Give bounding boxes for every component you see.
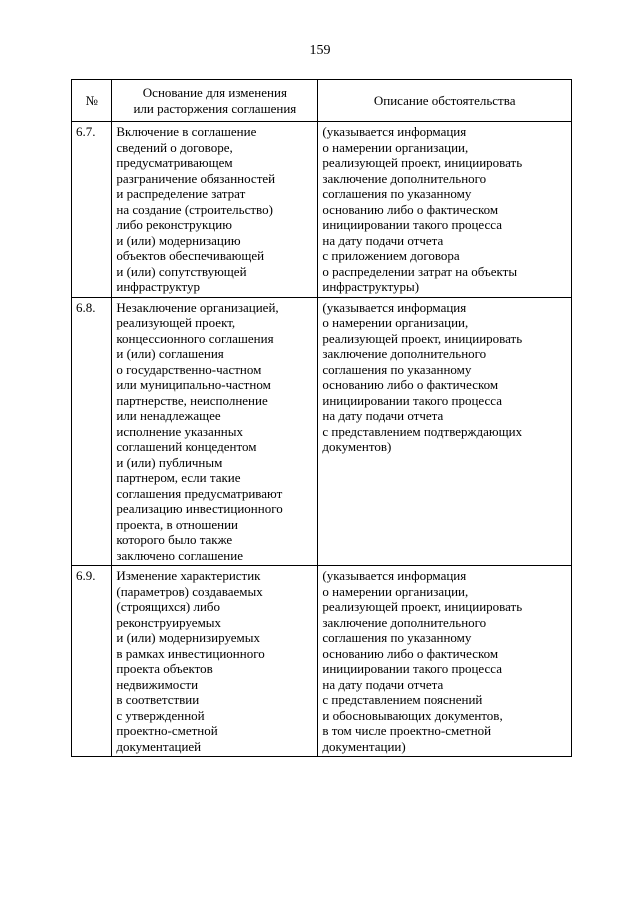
row-basis-line: партнерстве, неисполнение	[116, 392, 268, 408]
row-description-line: с представлением подтверждающих	[322, 423, 523, 439]
row-description-line: соглашения по указанному	[322, 361, 472, 377]
row-basis-line: которого было также	[116, 532, 233, 547]
row-basis-line: и (или) сопутствующей	[116, 263, 247, 279]
conditions-table	[71, 79, 572, 757]
page-number: 159	[309, 43, 331, 58]
table-row	[72, 566, 572, 757]
row-number: 6.7.	[72, 122, 112, 298]
row-basis-line: либо реконструкцию	[116, 217, 232, 232]
row-basis-line: предусматривающем	[116, 155, 233, 170]
row-number: 6.9.	[72, 566, 112, 757]
row-basis-line: проекта, в отношении	[116, 516, 239, 532]
row-number: 6.8.	[72, 297, 112, 566]
header-description: Описание обстоятельства	[318, 80, 572, 122]
row-basis-line: и (или) публичным	[116, 454, 223, 470]
row-basis-line: объектов обеспечивающей	[116, 248, 265, 263]
row-description-line: с представлением пояснений	[322, 692, 483, 707]
row-basis-line: и (или) модернизацию	[116, 232, 241, 248]
row-basis-line: или ненадлежащее	[116, 408, 221, 423]
row-description-line: документации)	[322, 738, 406, 754]
row-description-line: (указывается информация	[322, 568, 467, 583]
header-number: №	[72, 80, 112, 122]
row-basis-line: партнером, если такие	[116, 470, 241, 485]
row-description-line: документов)	[322, 439, 392, 454]
row-basis	[112, 122, 318, 298]
row-description	[318, 122, 572, 298]
row-basis-line: документацией	[116, 738, 202, 754]
row-description-line: на дату подачи отчета	[322, 408, 444, 423]
row-description-line: реализующей проект, инициировать	[322, 330, 523, 346]
row-basis-line: исполнение указанных	[116, 423, 243, 439]
table-header	[72, 80, 572, 122]
row-description	[318, 566, 572, 757]
row-description-line: инициировании такого процесса	[322, 392, 502, 408]
row-description-line: о намерении организации,	[322, 139, 469, 155]
row-basis-line: с утвержденной	[116, 707, 205, 723]
row-description-line: соглашения по указанному	[322, 630, 472, 645]
table-row	[72, 122, 572, 298]
row-description-line: (указывается информация	[322, 299, 467, 315]
row-description-line: с приложением договора	[322, 248, 460, 263]
row-basis-line: о государственно-частном	[116, 361, 262, 377]
row-basis-line: сведений о договоре,	[116, 139, 233, 155]
row-description-line: (указывается информация	[322, 124, 467, 139]
row-basis-line: соглашения предусматривают	[116, 485, 283, 501]
row-description-line: инфраструктуры)	[322, 279, 420, 294]
header-basis-line: или расторжения соглашения	[133, 100, 297, 116]
row-description	[318, 297, 572, 566]
row-description-line: о намерении организации,	[322, 315, 469, 330]
row-basis-line: в рамках инвестиционного	[116, 645, 265, 661]
row-basis-line: реконструируемых	[116, 614, 222, 630]
row-description-line: реализующей проект, инициировать	[322, 599, 523, 614]
row-basis-line: разграничение обязанностей	[116, 170, 276, 186]
row-description-line: соглашения по указанному	[322, 186, 472, 201]
row-description-line: заключение дополнительного	[322, 346, 487, 361]
row-description-line: инициировании такого процесса	[322, 661, 502, 676]
row-basis	[112, 297, 318, 566]
row-basis-line: проекта объектов	[116, 661, 213, 676]
header-basis	[112, 80, 318, 122]
row-description-line: на дату подачи отчета	[322, 676, 444, 692]
table-header-row	[72, 80, 572, 122]
row-basis-line: концессионного соглашения	[116, 330, 274, 346]
row-description-line: основанию либо о фактическом	[322, 645, 499, 661]
row-basis-line: Включение в соглашение	[116, 124, 257, 139]
row-basis-line: на создание (строительство)	[116, 201, 273, 217]
row-description-line: о распределении затрат на объекты	[322, 263, 518, 279]
row-basis-line: инфраструктур	[116, 279, 201, 294]
row-description-line: инициировании такого процесса	[322, 217, 502, 232]
row-description-line: заключение дополнительного	[322, 614, 487, 630]
row-basis-line: и (или) соглашения	[116, 346, 224, 361]
row-basis-line: проектно-сметной	[116, 723, 218, 738]
header-basis-line: Основание для изменения	[142, 85, 287, 100]
row-basis-line: недвижимости	[116, 676, 199, 692]
row-description-line: в том числе проектно-сметной	[322, 723, 492, 738]
table-body	[72, 122, 572, 757]
row-basis-line: или муниципально-частном	[116, 377, 271, 392]
row-basis-line: (параметров) создаваемых	[116, 583, 263, 599]
row-basis-line: в соответствии	[116, 692, 200, 707]
row-basis	[112, 566, 318, 757]
row-basis-line: соглашений концедентом	[116, 439, 257, 454]
row-basis-line: Изменение характеристик	[116, 568, 261, 583]
row-description-line: на дату подачи отчета	[322, 232, 444, 248]
row-basis-line: (строящихся) либо	[116, 599, 221, 614]
row-basis-line: и распределение затрат	[116, 186, 246, 201]
row-description-line: о намерении организации,	[322, 583, 469, 599]
row-basis-line: Незаключение организацией,	[116, 299, 279, 315]
row-basis-line: реализующей проект,	[116, 315, 236, 330]
row-description-line: основанию либо о фактическом	[322, 201, 499, 217]
row-basis-line: реализацию инвестиционного	[116, 501, 283, 516]
row-description-line: реализующей проект, инициировать	[322, 155, 523, 170]
row-description-line: основанию либо о фактическом	[322, 377, 499, 392]
row-description-line: заключение дополнительного	[322, 170, 487, 186]
row-description-line: и обосновывающих документов,	[322, 707, 503, 723]
table-row	[72, 297, 572, 566]
row-basis-line: и (или) модернизируемых	[116, 630, 261, 645]
row-basis-line: заключено соглашение	[116, 547, 243, 563]
